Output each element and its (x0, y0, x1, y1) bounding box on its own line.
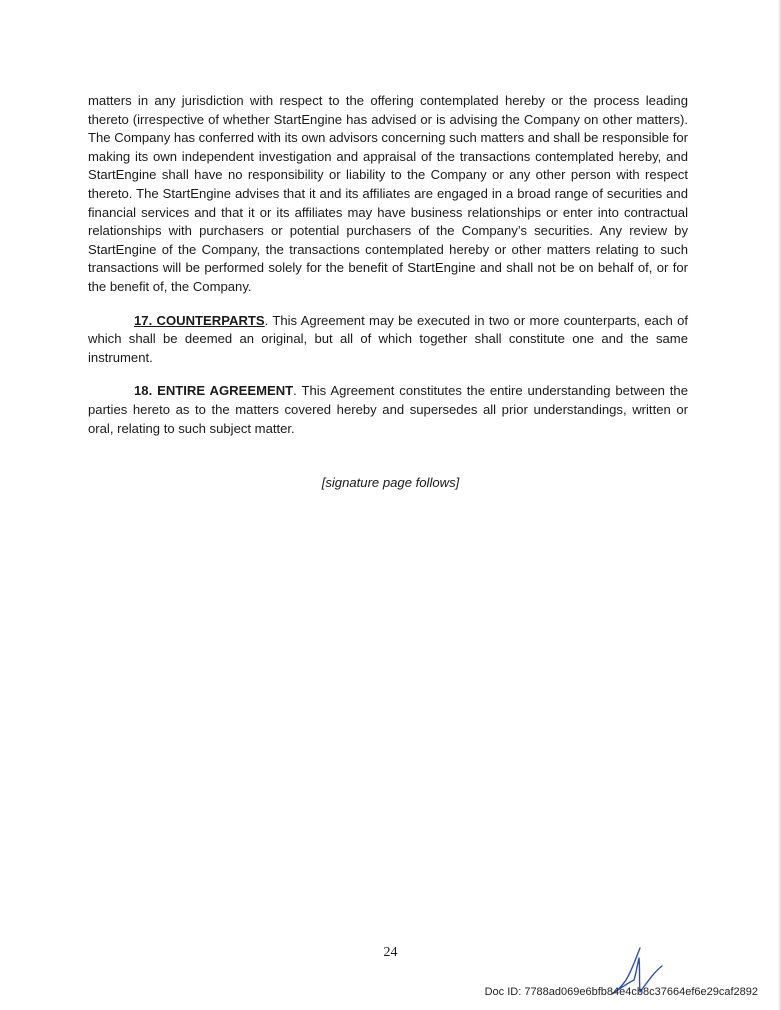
section-text-counterparts: This Agreement may be executed in two or more counterparts, each of which shall be deemed an original, but all of which together shall constitute one and the same instrument. (88, 312, 688, 365)
section-heading-entire-agreement: 18. ENTIRE AGREEMENT (134, 383, 294, 399)
section-text-entire-agreement: This Agreement constitutes the entire understanding between the parties hereto as to the matters covered hereby and supersedes all prior understandings, written or oral, relating to such subject matter. (88, 383, 688, 436)
section-heading-suffix: . (264, 312, 269, 328)
paragraph-continued: matters in any jurisdiction with respect to the offering contemplated hereby or the process leading thereto (irrespective of whether StartEngine has advised or is advising the Company on other matters). The Company has conferred with its own advisors concerning such matters and shall be responsible for making its own independent investigation and appraisal of the transactions contemplated hereby, and StartEngine shall have no responsibility or liability to the Company or any other person with respect thereto. The StartEngine advises that it and its affiliates are engaged in a broad range of securities and financial services and that it or its affiliates may have business relationships or enter into contractual relationships with purchasers or potential purchasers of the Company’s securities. Any review by StartEngine of the Company, the transactions contemplated hereby or other matters relating to such transactions will be performed solely for the benefit of StartEngine and shall not be on behalf of, or for the benefit of, the Company. (88, 93, 688, 294)
doc-id: Doc ID: 7788ad069e6bfb84e4cb8c37664ef6e29caf2892 (484, 986, 758, 998)
section-entire-agreement (88, 382, 688, 438)
section-heading-counterparts: 17. COUNTERPARTS (134, 312, 265, 328)
agreement-body (88, 92, 688, 453)
section-counterparts (88, 312, 688, 368)
signature-page-note: [signature page follows] (321, 475, 460, 490)
section-heading-suffix: . (293, 383, 297, 399)
page-number: 24 (383, 945, 398, 960)
